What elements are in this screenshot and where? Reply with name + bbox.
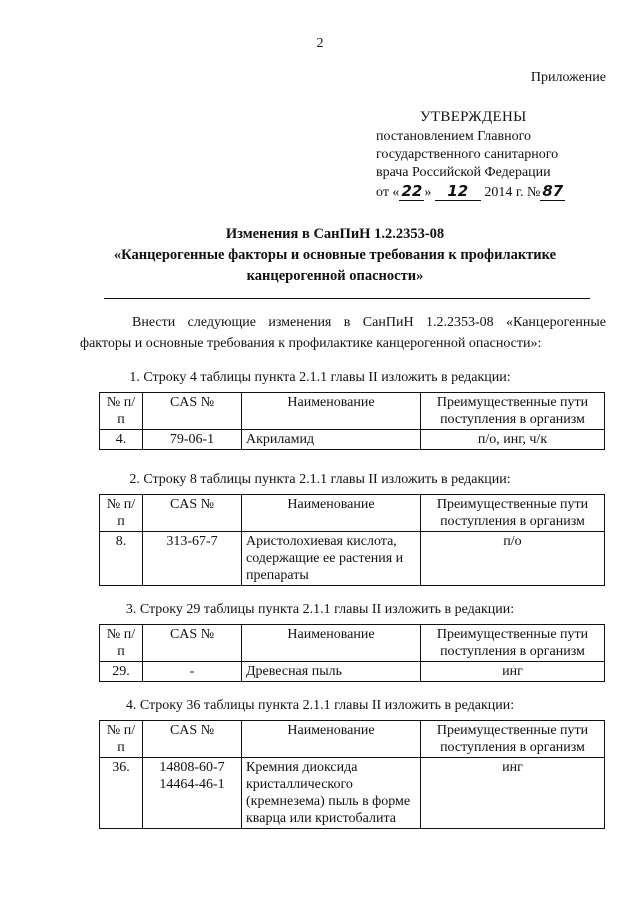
section-1-table — [99, 392, 605, 450]
cell-no: 4. — [100, 430, 143, 450]
date-prefix: от « — [376, 185, 400, 200]
cell-name: Аристолохиевая кислота, содержащие ее растения и препараты — [242, 532, 421, 586]
table-row — [100, 532, 605, 586]
approval-heading: УТВЕРЖДЕНЫ — [420, 109, 527, 125]
table-row — [100, 758, 605, 829]
header-name: Наименование — [242, 721, 421, 758]
cell-cas: 79-06-1 — [143, 430, 242, 450]
cell-no: 36. — [100, 758, 143, 829]
date-mid: » — [424, 185, 432, 200]
page-number: 2 — [316, 36, 324, 51]
cell-cas: - — [143, 662, 242, 682]
title-divider — [104, 298, 590, 299]
header-no: № п/п — [100, 625, 143, 662]
cell-name: Древесная пыль — [242, 662, 421, 682]
cell-ways: п/о, инг, ч/к — [421, 430, 605, 450]
header-name: Наименование — [242, 393, 421, 430]
date-month: 12 — [435, 182, 481, 201]
header-ways: Преимущественные пути поступления в организм — [421, 495, 605, 532]
approval-block — [376, 108, 616, 202]
section-3-label: 3. Строку 29 таблицы пункта 2.1.1 главы II изложить в редакции: — [125, 602, 515, 617]
header-no: № п/п — [100, 495, 143, 532]
table-header-row — [100, 393, 605, 430]
header-name: Наименование — [242, 625, 421, 662]
section-4-table — [99, 720, 605, 829]
section-2-table — [99, 494, 605, 586]
section-2-label: 2. Строку 8 таблицы пункта 2.1.1 главы II изложить в редакции: — [129, 472, 511, 487]
header-cas: CAS № — [143, 495, 242, 532]
appendix-label: Приложение — [530, 70, 606, 85]
section-1-label: 1. Строку 4 таблицы пункта 2.1.1 главы II изложить в редакции: — [129, 370, 511, 385]
cell-no: 8. — [100, 532, 143, 586]
table-header-row — [100, 495, 605, 532]
header-no: № п/п — [100, 721, 143, 758]
header-ways: Преимущественные пути поступления в организм — [421, 393, 605, 430]
approval-date-line — [376, 182, 616, 202]
header-no: № п/п — [100, 393, 143, 430]
title-line-1: Изменения в СанПиН 1.2.2353-08 — [225, 226, 445, 242]
table-row — [100, 662, 605, 682]
cell-ways: п/о — [421, 532, 605, 586]
approval-line-2: государственного санитарного — [376, 147, 559, 162]
cell-ways: инг — [421, 758, 605, 829]
header-cas: CAS № — [143, 393, 242, 430]
approval-line-3: врача Российской Федерации — [376, 165, 551, 180]
approval-line-1: постановлением Главного — [376, 129, 531, 144]
cell-name: Акриламид — [242, 430, 421, 450]
intro-paragraph: Внести следующие изменения в СанПиН 1.2.2353-08 «Канцерогенные факторы и основные требования к профилактике канцерогенной опасности»: — [80, 315, 606, 351]
section-4-label: 4. Строку 36 таблицы пункта 2.1.1 главы II изложить в редакции: — [125, 698, 515, 713]
date-day: 22 — [401, 182, 423, 200]
cell-cas: 313-67-7 — [143, 532, 242, 586]
cell-name: Кремния диоксида кристаллического (кремнезема) пыль в форме кварца или кристобалита — [242, 758, 421, 829]
table-row — [100, 430, 605, 450]
header-cas: CAS № — [143, 721, 242, 758]
header-ways: Преимущественные пути поступления в организм — [421, 625, 605, 662]
date-year: 2014 г. № — [484, 185, 541, 200]
document-title — [90, 224, 580, 287]
table-header-row — [100, 721, 605, 758]
header-name: Наименование — [242, 495, 421, 532]
decree-number: 87 — [542, 182, 564, 200]
cell-ways: инг — [421, 662, 605, 682]
title-line-2: «Канцерогенные факторы и основные требования к профилактике — [113, 247, 557, 263]
table-header-row — [100, 625, 605, 662]
cell-no: 29. — [100, 662, 143, 682]
section-3-table — [99, 624, 605, 682]
cell-cas: 14808-60-7 14464-46-1 — [143, 758, 242, 829]
title-line-3: канцерогенной опасности» — [246, 268, 424, 284]
header-ways: Преимущественные пути поступления в организм — [421, 721, 605, 758]
header-cas: CAS № — [143, 625, 242, 662]
